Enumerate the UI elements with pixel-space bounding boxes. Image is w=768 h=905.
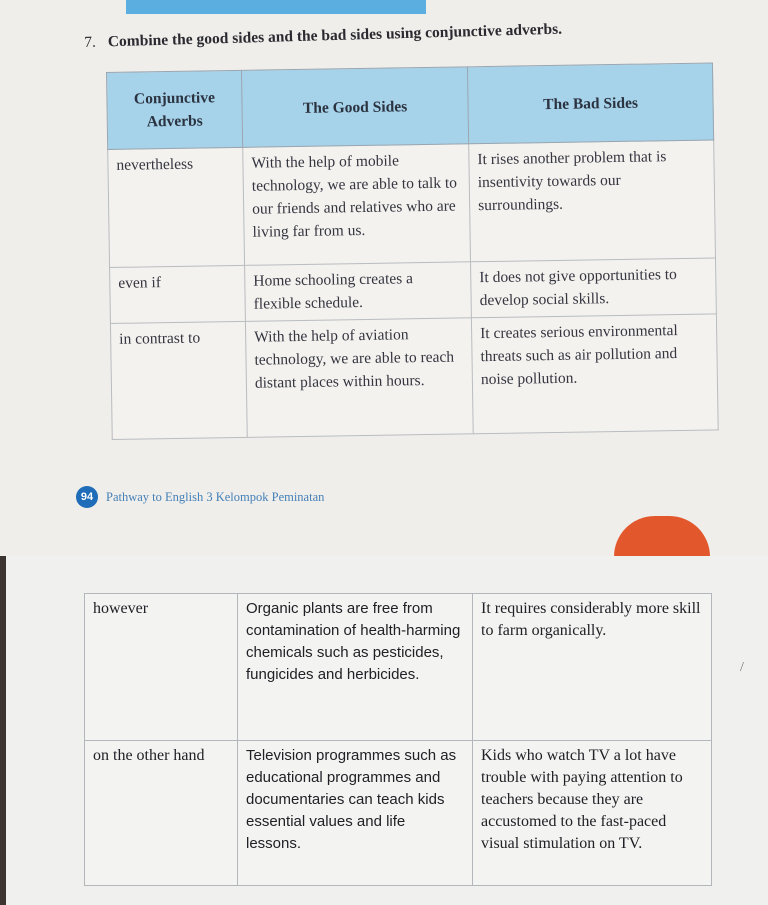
conjunctive-adverbs-table-part-2 [84,593,712,886]
good-side-cell: With the help of aviation technology, we are able to reach distant places within hours. [245,318,473,438]
table-header-row [107,63,714,150]
bad-side-cell: It creates serious environmental threats such as air pollution and noise pollution. [471,314,718,434]
page-number-badge: 94 [76,486,98,508]
table-row [85,741,712,886]
bad-side-cell: Kids who watch TV a lot have trouble with paying attention to teachers because they are accustomed to the fast-paced visual stimulation on TV. [473,741,712,886]
good-side-cell: Organic plants are free from contamination of health-harming chemicals such as pesticides, fungicides and herbicides. [238,594,473,741]
bad-side-cell: It rises another problem that is insentivity towards our surroundings. [469,140,716,262]
page-edge-shadow [0,556,6,905]
good-side-cell: With the help of mobile technology, we are able to talk to our friends and relatives who are living far from us. [243,144,471,266]
adverb-cell: nevertheless [108,147,245,267]
question-7 [84,16,724,52]
good-side-cell: Television programmes such as educational programmes and documentaries can teach kids essential values and life lessons. [238,741,473,886]
adverb-cell: in contrast to [110,321,247,439]
margin-pencil-mark: / [740,660,744,675]
adverb-cell: on the other hand [85,741,238,886]
table-row [85,594,712,741]
table-row [110,314,718,440]
adverb-cell: even if [110,265,246,323]
header-bad-sides: The Bad Sides [467,63,713,144]
good-side-cell: Home schooling creates a flexible schedule. [245,262,472,322]
question-text: Combine the good sides and the bad sides using conjunctive adverbs. [107,20,563,51]
bad-side-cell: It requires considerably more skill to farm organically. [473,594,712,741]
book-title: Pathway to English 3 Kelompok Peminatan [106,489,325,504]
table-row [110,258,717,324]
page-footer [76,486,324,508]
question-number: 7. [84,33,97,51]
table-row [108,140,716,268]
conjunctive-adverbs-table-part-1 [106,62,719,439]
header-good-sides: The Good Sides [241,67,468,148]
adverb-cell: however [85,594,238,741]
top-color-banner [126,0,426,14]
bad-side-cell: It does not give opportunities to develop social skills. [471,258,717,318]
header-conjunctive-adverbs: Conjunctive Adverbs [107,70,243,149]
